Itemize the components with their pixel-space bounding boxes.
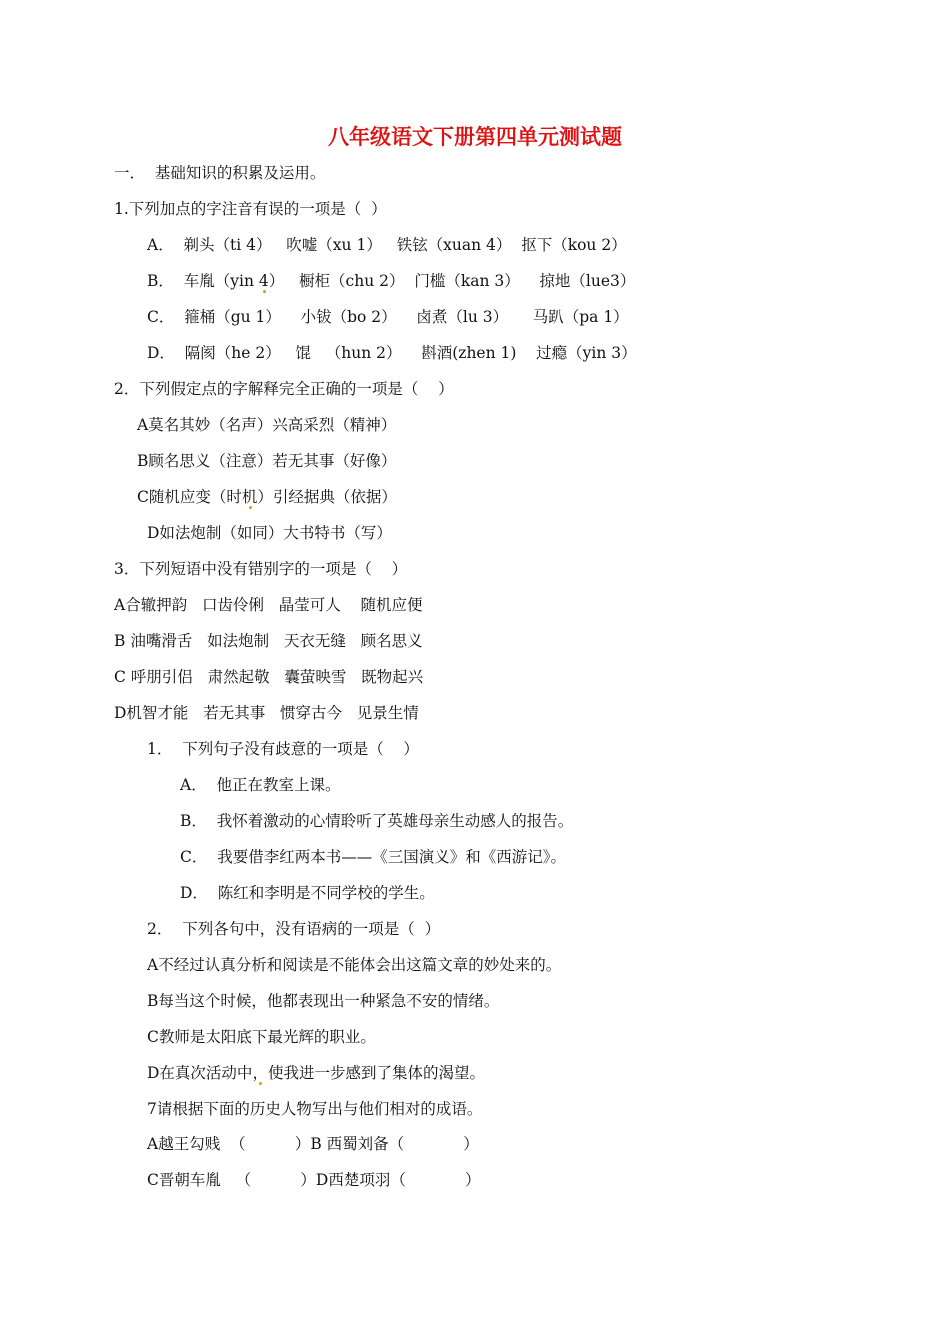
q2-option-c-dotted-char: 机	[241, 488, 258, 506]
q3-option-b: B 油嘴滑舌 如法炮制 天衣无缝 顾名思义	[114, 632, 423, 650]
q5-option-d-dotted-char: ，	[252, 1064, 268, 1082]
question-3: 3．下列短语中没有错别字的一项是（ ）	[114, 560, 408, 578]
q7-row-2: C晋朝车胤 （ ）D西楚项羽（ ）	[147, 1171, 481, 1189]
q1-option-b-text-2: ） 橱柜（chu 2） 门槛（kan 3） 掠地（lue3）	[268, 272, 636, 290]
question-7: 7请根据下面的历史人物写出与他们相对的成语。	[147, 1100, 483, 1118]
q1-option-b-dotted-char: 4	[258, 272, 269, 290]
q3-option-a: A合辙押韵 口齿伶俐 晶莹可人 随机应便	[114, 596, 423, 614]
q5-option-d-text-2: 使我进一步感到了集体的渴望。	[267, 1064, 485, 1082]
q4-option-c: C． 我要借李红两本书——《三国演义》和《西游记》。	[180, 848, 566, 866]
q3-option-d: D机智才能 若无其事 惯穿古今 见景生情	[114, 704, 419, 722]
q5-option-b: B每当这个时候，他都表现出一种紧急不安的情绪。	[147, 992, 500, 1010]
question-1: 1.下列加点的字注音有误的一项是（ ）	[114, 200, 387, 218]
q1-option-b-text-1: B． 车胤（yin	[147, 272, 259, 290]
q7-row-1: A越王勾贱 （ ）B 西蜀刘备（ ）	[147, 1135, 479, 1153]
q2-option-c-text-2: ）引经据典（依据）	[257, 488, 397, 506]
question-4: 1． 下列句子没有歧意的一项是（ ）	[147, 740, 419, 758]
q1-option-a: A． 剃头（ti 4） 吹嘘（xu 1） 铁铉（xuan 4） 抠下（kou 2）	[147, 236, 627, 254]
q1-option-c: C． 箍桶（gu 1） 小钹（bo 2） 卤煮（lu 3） 马趴（pa 1）	[147, 308, 629, 326]
q3-option-c: C 呼朋引侣 肃然起敬 囊萤映雪 既物起兴	[114, 668, 424, 686]
page-title: 八年级语文下册第四单元测试题	[328, 125, 622, 149]
question-5: 2． 下列各句中，没有语病的一项是（ ）	[147, 920, 441, 938]
q2-option-b: B顾名思义（注意）若无其事（好像）	[137, 452, 397, 470]
q5-option-d	[147, 1063, 485, 1083]
q1-option-d: D． 隔阂（he 2） 馄 （hun 2） 斟酒(zhen 1) 过瘾（yin 3）	[147, 344, 637, 362]
q2-option-c-text-1: C随机应变（时	[137, 488, 242, 506]
q4-option-b: B． 我怀着激动的心情聆听了英雄母亲生动感人的报告。	[180, 812, 574, 830]
q4-option-a: A． 他正在教室上课。	[180, 776, 341, 794]
q1-option-b	[147, 271, 635, 291]
q2-option-d: D如法炮制（如同）大书特书（写）	[147, 524, 392, 542]
section-1-heading: 一． 基础知识的积累及运用。	[114, 164, 326, 182]
q5-option-d-text-1: D在真次活动中	[147, 1064, 253, 1082]
q5-option-a: A不经过认真分析和阅读是不能体会出这篇文章的妙处来的。	[147, 956, 562, 974]
q2-option-a: A莫名其妙（名声）兴高采烈（精神）	[137, 416, 397, 434]
q5-option-c: C教师是太阳底下最光辉的职业。	[147, 1028, 376, 1046]
question-2: 2．下列假定点的字解释完全正确的一项是（ ）	[114, 380, 454, 398]
q4-option-d: D． 陈红和李明是不同学校的学生。	[180, 884, 435, 902]
q2-option-c	[137, 487, 397, 507]
